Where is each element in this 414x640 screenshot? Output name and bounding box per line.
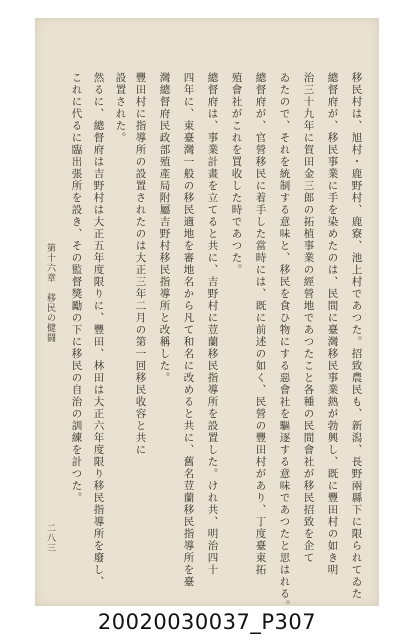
text-line: 移民村は、旭村・鹿野村、鹿寮、池上村であつた。招致農民も、新潟、長野兩縣下に限られてゐた xyxy=(350,72,363,600)
text-line: 總督府が、移民事業に手を染めたのは、民間に臺灣移民事業熱が勃興し、既に豐田村の如き明 xyxy=(326,72,339,576)
text-line: ゐたので、それを統制する意味と、移民を食ひ物にする惡會社を驅逐する意味であつたと思はれる。 xyxy=(278,72,291,612)
text-line: 殖會社がこれを買收した時であつた。 xyxy=(230,72,243,276)
text-line: 設置された。 xyxy=(114,72,127,144)
text-line: 豐田村に指導所の設置されたのは大正三年二月の第一回移民收容と共に xyxy=(134,72,147,456)
image-caption: 20020030037_P307 xyxy=(97,610,317,634)
text-line: 四年に、東臺灣一般の移民適地を審地名から凡て和名に改めると共に、舊名荳蘭移民指導所を臺 xyxy=(182,72,195,588)
page-number: 二八三 xyxy=(45,523,55,553)
text-line: 總督府は、事業計畫を立てると共に、吉野村に荳蘭移民指導所を設置した。けれ共、明治四十 xyxy=(206,72,219,576)
book-page xyxy=(35,18,379,612)
text-line: 治三十九年に賀田金三郎の拓植事業の經營地であつたこと各種の民間會社が移民招致を企て xyxy=(302,72,315,564)
text-line: 總督府が、官營移民に着手した當時には、既に前述の如く、民營の豐田村があり、丁度臺東拓 xyxy=(254,72,267,576)
text-line: 灣總督府民政部殖產局附屬吉野村移民指導所と改稱した。 xyxy=(158,72,171,384)
chapter-heading: 第十六章 移民の健闘 xyxy=(45,243,55,343)
text-line: 然るに、總督府は吉野村は大正五年度限りに、豐田、林田は大正六年度限り移民指導所を廢し、 xyxy=(92,72,105,588)
text-line: これに代るに臨出張所を設き、その監督獎勵の下に移民の自治の訓練を計つた。 xyxy=(70,72,83,504)
